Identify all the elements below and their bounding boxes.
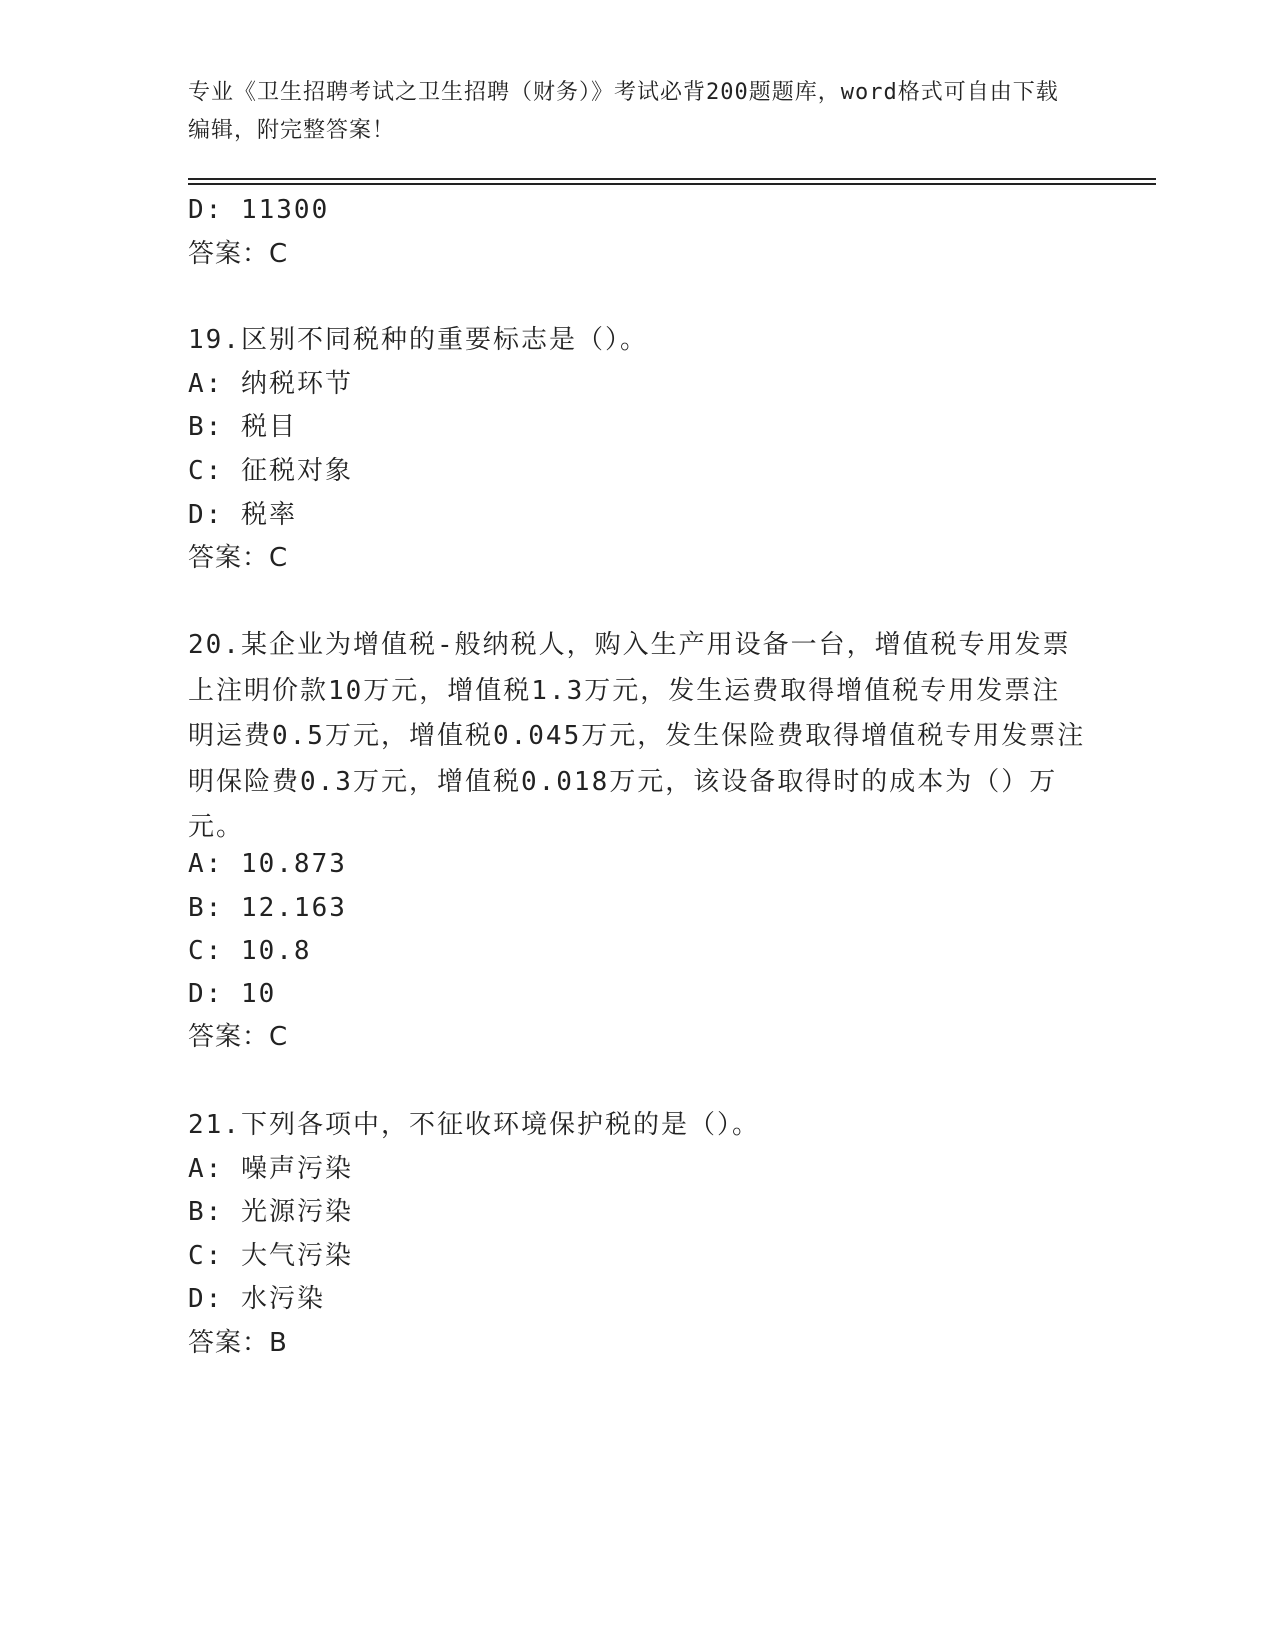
prev-answer: 答案：C <box>188 239 289 269</box>
question-19-stem: 19.区别不同税种的重要标志是（）。 <box>188 325 648 355</box>
question-19-option-b: B: 税目 <box>188 412 297 442</box>
question-21-option-b: B: 光源污染 <box>188 1197 353 1227</box>
question-20-option-d: D: 10 <box>188 979 277 1009</box>
header-divider-bottom <box>188 183 1156 185</box>
question-21-answer: 答案：B <box>188 1328 288 1358</box>
question-21-stem: 21.下列各项中，不征收环境保护税的是（）。 <box>188 1110 760 1140</box>
document-header: 专业《卫生招聘考试之卫生招聘（财务）》考试必背200题题库，word格式可自由下载编辑，附完整答案！ <box>188 80 1059 143</box>
question-21-option-a: A: 噪声污染 <box>188 1154 353 1184</box>
header-divider-top <box>188 178 1156 180</box>
question-19-option-d: D: 税率 <box>188 500 297 530</box>
question-20-option-a: A: 10.873 <box>188 849 347 879</box>
question-20-option-b: B: 12.163 <box>188 893 347 923</box>
question-20-answer: 答案：C <box>188 1022 289 1052</box>
prev-option-d: D: 11300 <box>188 195 330 225</box>
question-20-option-c: C: 10.8 <box>188 936 312 966</box>
question-19-answer: 答案：C <box>188 543 289 573</box>
question-21-option-c: C: 大气污染 <box>188 1241 353 1271</box>
question-21-option-d: D: 水污染 <box>188 1284 325 1314</box>
question-19-option-a: A: 纳税环节 <box>188 369 353 399</box>
question-19-option-c: C: 征税对象 <box>188 456 353 486</box>
question-20-stem: 20.某企业为增值税-般纳税人，购入生产用设备一台，增值税专用发票上注明价款10万元，增值税1.3万元，发生运费取得增值税专用发票注明运费0.5万元，增值税0.045万元，发生保险费取得增值税专用发票注明保险费0.3万元，增值税0.018万元，该设备取得时的成本为（）万元。 <box>188 630 1086 842</box>
